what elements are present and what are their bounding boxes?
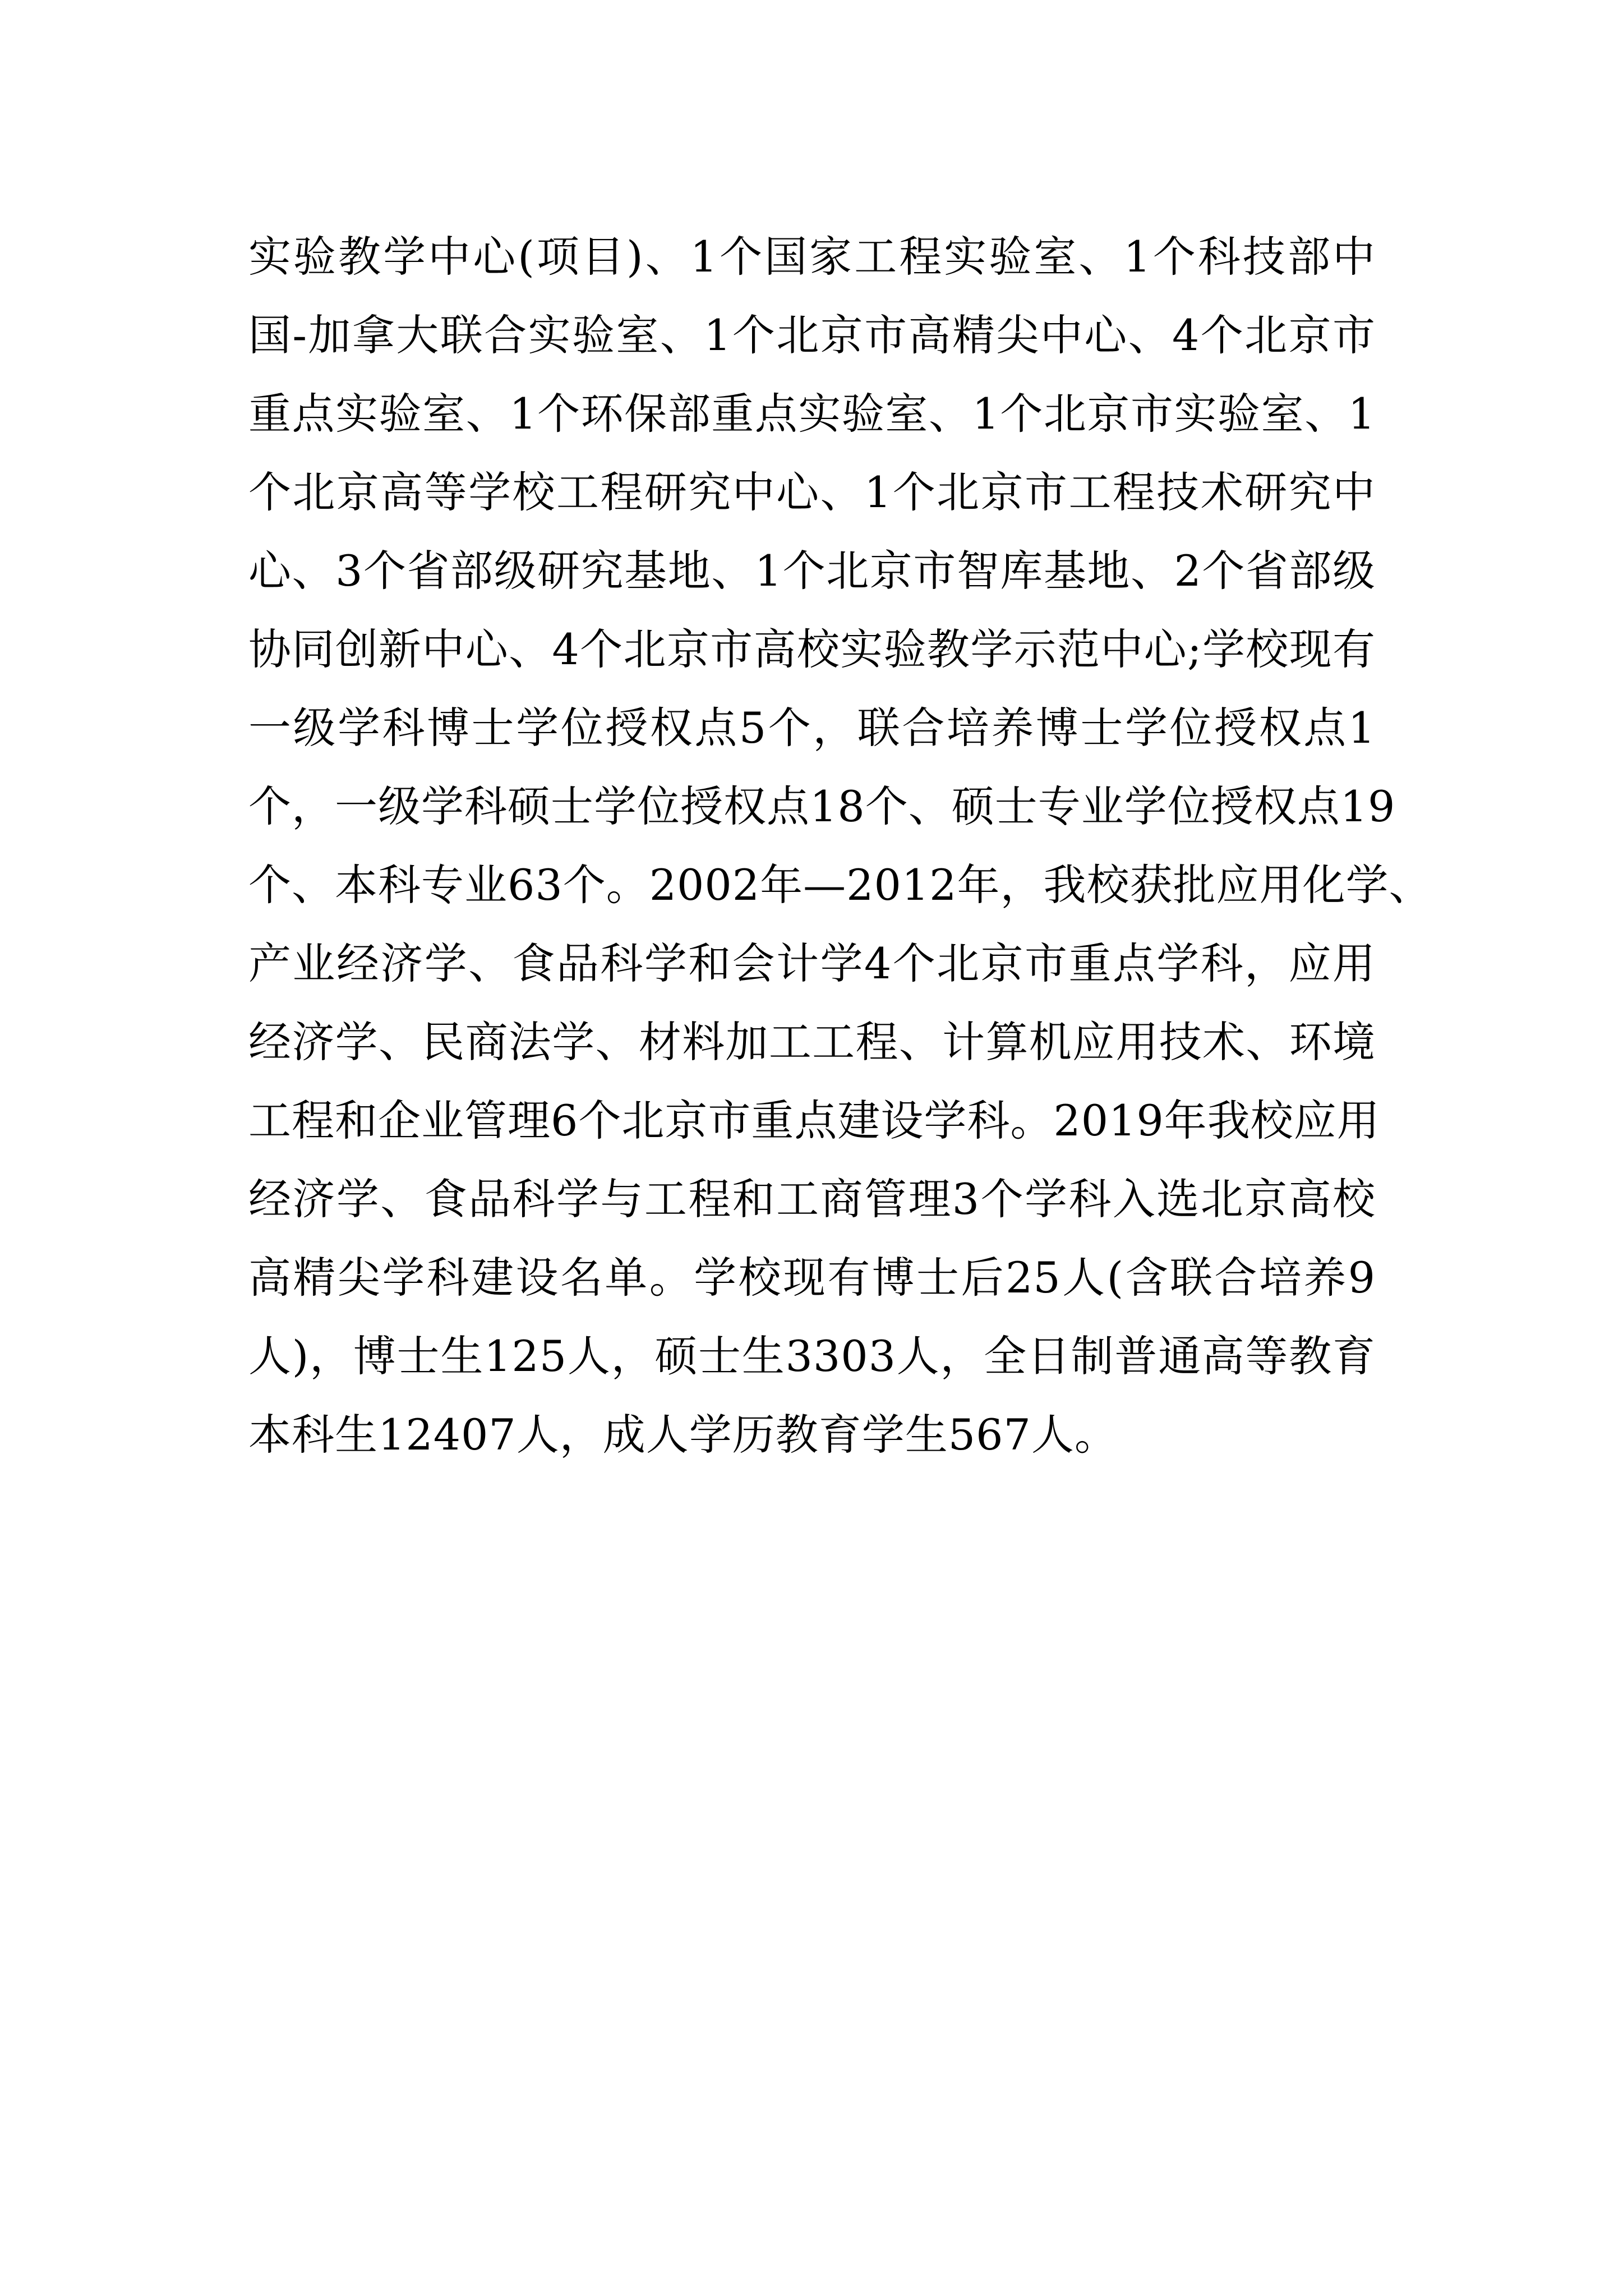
text-line: 人)，博士生125人，硕士生3303人，全日制普通高等教育 xyxy=(248,1331,1376,1381)
body-paragraph xyxy=(248,218,1432,1474)
text-line: 重点实验室、1个环保部重点实验室、1个北京市实验室、1 xyxy=(248,389,1376,439)
text-line: 一级学科博士学位授权点5个，联合培养博士学位授权点1 xyxy=(248,703,1376,753)
text-line: 心、3个省部级研究基地、1个北京市智库基地、2个省部级 xyxy=(248,546,1376,596)
text-line: 产业经济学、食品科学和会计学4个北京市重点学科，应用 xyxy=(248,938,1376,988)
text-line: 经济学、民商法学、材料加工工程、计算机应用技术、环境 xyxy=(248,1017,1376,1067)
text-line: 个、本科专业63个。2002年—2012年，我校获批应用化学、 xyxy=(248,860,1432,910)
text-line: 个北京高等学校工程研究中心、1个北京市工程技术研究中 xyxy=(248,467,1376,517)
text-line: 国-加拿大联合实验室、1个北京市高精尖中心、4个北京市 xyxy=(248,310,1376,360)
text-line: 本科生12407人，成人学历教育学生567人。 xyxy=(248,1410,1118,1460)
text-line: 高精尖学科建设名单。学校现有博士后25人(含联合培养9 xyxy=(248,1253,1376,1303)
text-line: 经济学、食品科学与工程和工商管理3个学科入选北京高校 xyxy=(248,1174,1376,1224)
text-line: 协同创新中心、4个北京市高校实验教学示范中心;学校现有 xyxy=(248,624,1376,674)
text-line: 个，一级学科硕士学位授权点18个、硕士专业学位授权点19 xyxy=(248,781,1396,831)
text-line: 工程和企业管理6个北京市重点建设学科。2019年我校应用 xyxy=(248,1096,1380,1145)
text-line: 实验教学中心(项目)、1个国家工程实验室、1个科技部中 xyxy=(248,232,1376,282)
